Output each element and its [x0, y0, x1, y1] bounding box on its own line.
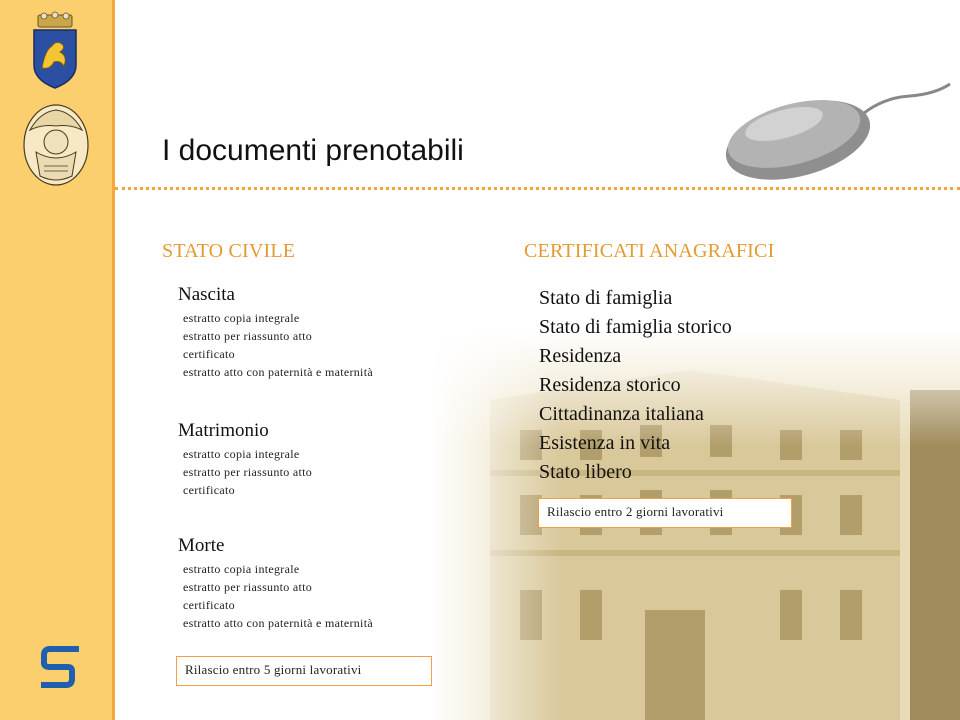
list-item: Residenza storico	[539, 374, 681, 396]
page-title: I documenti prenotabili	[162, 134, 464, 167]
doc-group-nascita	[178, 284, 373, 381]
list-item: certificato	[183, 598, 235, 612]
list-item: estratto atto con paternità e maternità	[183, 365, 373, 379]
computer-mouse-image	[710, 78, 960, 198]
dotted-divider	[115, 187, 960, 190]
stato-civile-notice: Rilascio entro 5 giorni lavorativi	[176, 656, 432, 686]
list-item: estratto copia integrale	[183, 311, 300, 325]
doc-group-title: Nascita	[178, 284, 235, 305]
list-item: Residenza	[539, 345, 622, 367]
sidebar	[0, 0, 112, 720]
list-item: Esistenza in vita	[539, 432, 671, 454]
list-item: Stato di famiglia	[539, 287, 673, 309]
doc-group-title: Matrimonio	[178, 420, 269, 441]
certificati-anagrafici-heading: CERTIFICATI ANAGRAFICI	[524, 240, 775, 262]
doc-sub-list	[178, 445, 312, 499]
list-item: estratto copia integrale	[183, 447, 300, 461]
blue-s-logo-icon	[40, 645, 80, 689]
list-item: Stato di famiglia storico	[539, 316, 732, 338]
ornate-emblem-icon	[0, 100, 112, 190]
list-item: Cittadinanza italiana	[539, 403, 704, 425]
list-item: estratto atto con paternità e maternità	[183, 616, 373, 630]
certificati-notice: Rilascio entro 2 giorni lavorativi	[538, 498, 792, 528]
list-item: estratto per riassunto atto	[183, 580, 313, 594]
certificati-list	[539, 284, 732, 487]
doc-group-title: Morte	[178, 535, 225, 556]
list-item: estratto copia integrale	[183, 562, 300, 576]
sidebar-border	[112, 0, 115, 720]
list-item: estratto per riassunto atto	[183, 329, 313, 343]
city-coat-of-arms-icon	[0, 10, 112, 110]
doc-sub-list	[178, 309, 373, 381]
doc-group-morte	[178, 535, 373, 632]
doc-group-matrimonio	[178, 420, 312, 499]
doc-sub-list	[178, 560, 373, 632]
stato-civile-heading: STATO CIVILE	[162, 240, 296, 262]
list-item: Stato libero	[539, 461, 632, 483]
list-item: estratto per riassunto atto	[183, 465, 313, 479]
list-item: certificato	[183, 483, 235, 497]
list-item: certificato	[183, 347, 235, 361]
